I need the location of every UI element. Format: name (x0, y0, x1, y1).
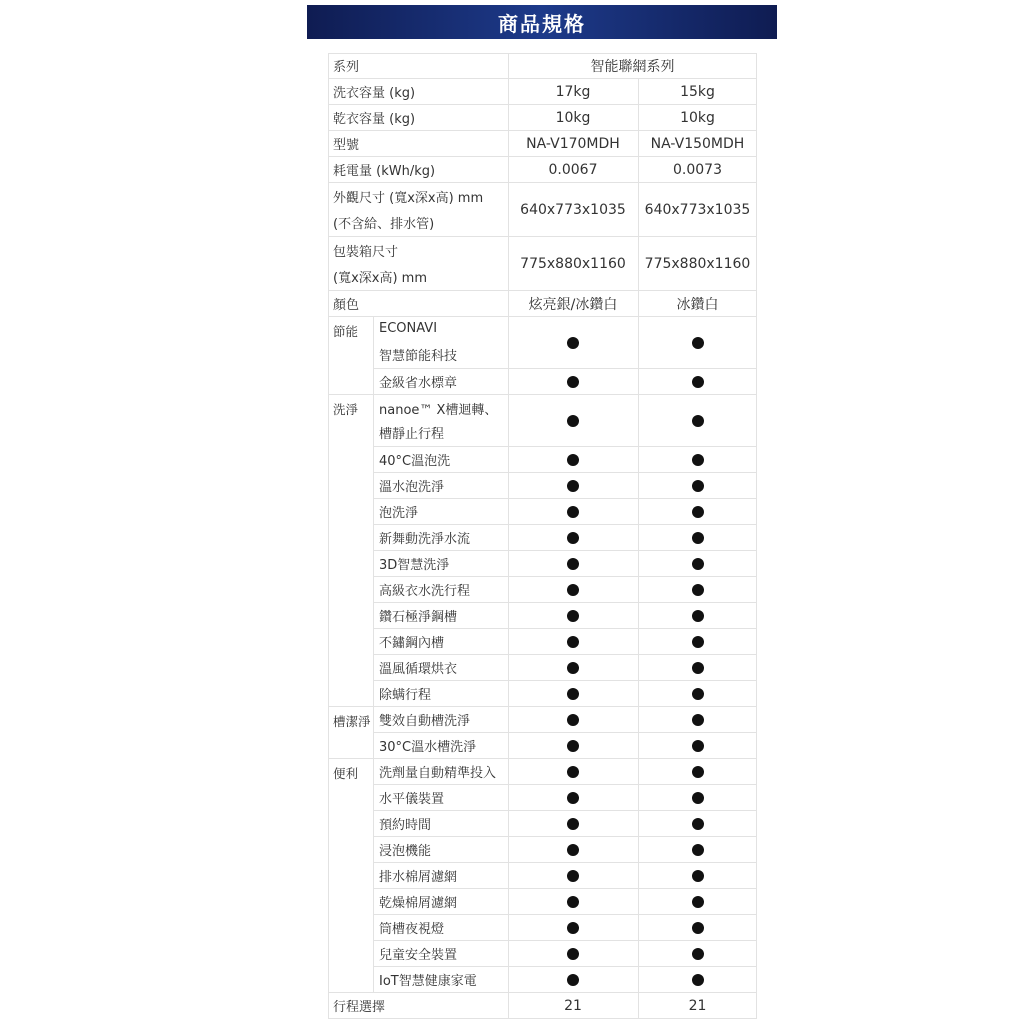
feature-label: 浸泡機能 (379, 844, 432, 859)
spec-value-model-1: NA-V170MDH (526, 135, 620, 152)
programs-label: 行程選擇 (333, 1000, 386, 1015)
feature-row (328, 837, 757, 863)
feature-label: 洗劑量自動精準投入 (379, 766, 497, 781)
feature-row (328, 551, 757, 577)
feature-model-1-mark (508, 577, 638, 602)
feature-label (373, 317, 508, 368)
filled-dot-icon (692, 766, 704, 778)
table-left-border (328, 53, 329, 1019)
filled-dot-icon (567, 896, 579, 908)
feature-model-2-mark (638, 915, 757, 940)
feature-label (373, 395, 508, 446)
spec-value-model-2: 775x880x1160 (644, 255, 751, 272)
feature-model-2-mark (638, 577, 757, 602)
filled-dot-icon (692, 792, 704, 804)
filled-dot-icon (692, 948, 704, 960)
filled-dot-icon (567, 454, 579, 466)
feature-model-1-mark (508, 863, 638, 888)
spec-label: 耗電量 (kWh/kg) (333, 164, 436, 179)
feature-model-1-mark (508, 525, 638, 550)
feature-model-2-mark (638, 317, 757, 368)
spec-value-model-2: 冰鑽白 (676, 296, 719, 313)
feature-model-1-mark (508, 941, 638, 966)
programs-value-model-1: 21 (564, 997, 582, 1014)
feature-row (328, 811, 757, 837)
feature-category: 便利 (333, 766, 359, 781)
feature-model-2-mark (638, 707, 757, 732)
feature-label-line1: ECONAVI (379, 321, 438, 336)
filled-dot-icon (692, 415, 704, 427)
filled-dot-icon (567, 506, 579, 518)
feature-model-1-mark (508, 629, 638, 654)
spec-row (328, 291, 757, 317)
spec-value-model-1: 0.0067 (548, 161, 598, 178)
feature-label-line2: 槽靜止行程 (379, 427, 445, 442)
spec-value-model-2: 15kg (680, 83, 715, 100)
feature-row (328, 967, 757, 993)
filled-dot-icon (567, 818, 579, 830)
filled-dot-icon (692, 922, 704, 934)
feature-row (328, 603, 757, 629)
programs-row (328, 993, 757, 1019)
series-row (328, 53, 757, 79)
feature-label: 除螨行程 (379, 688, 432, 703)
feature-model-2-mark (638, 941, 757, 966)
filled-dot-icon (692, 844, 704, 856)
feature-label: 雙效自動槽洗淨 (379, 714, 471, 729)
feature-model-2-mark (638, 759, 757, 784)
feature-model-2-mark (638, 837, 757, 862)
feature-row (328, 447, 757, 473)
feature-label: 30°C溫水槽洗淨 (379, 740, 477, 755)
feature-label: IoT智慧健康家電 (379, 974, 477, 989)
feature-label: 新舞動洗淨水流 (379, 532, 471, 547)
feature-row (328, 941, 757, 967)
spec-value-model-2: 0.0073 (673, 161, 722, 178)
feature-model-2-mark (638, 499, 757, 524)
spec-value-model-2: 10kg (680, 109, 715, 126)
feature-model-2-mark (638, 733, 757, 758)
filled-dot-icon (567, 688, 579, 700)
filled-dot-icon (692, 818, 704, 830)
filled-dot-icon (567, 584, 579, 596)
spec-value-model-2: NA-V150MDH (650, 135, 745, 152)
page-title: 商品規格 (498, 11, 586, 36)
spec-value-model-1: 炫亮銀/冰鑽白 (528, 296, 618, 313)
feature-model-1-mark (508, 473, 638, 498)
spec-label-line2: (寬x深x高) mm (333, 271, 427, 286)
spec-label (328, 237, 508, 290)
spec-row (328, 105, 757, 131)
feature-model-1-mark (508, 733, 638, 758)
spec-row (328, 79, 757, 105)
filled-dot-icon (567, 766, 579, 778)
feature-model-1-mark (508, 447, 638, 472)
filled-dot-icon (567, 610, 579, 622)
feature-label: 金級省水標章 (379, 376, 458, 391)
feature-label: 預約時間 (379, 818, 432, 833)
feature-model-2-mark (638, 629, 757, 654)
spec-value-model-1: 10kg (555, 109, 591, 126)
filled-dot-icon (692, 740, 704, 752)
filled-dot-icon (567, 480, 579, 492)
feature-model-1-mark (508, 707, 638, 732)
filled-dot-icon (692, 584, 704, 596)
feature-model-2-mark (638, 681, 757, 706)
filled-dot-icon (567, 532, 579, 544)
feature-model-2-mark (638, 785, 757, 810)
feature-row (328, 681, 757, 707)
feature-model-1-mark (508, 317, 638, 368)
feature-label: 高級衣水洗行程 (379, 584, 471, 599)
feature-model-1-mark (508, 837, 638, 862)
feature-model-1-mark (508, 811, 638, 836)
filled-dot-icon (567, 870, 579, 882)
feature-row (328, 889, 757, 915)
feature-category: 槽潔淨 (333, 714, 371, 729)
spec-row (328, 131, 757, 157)
filled-dot-icon (692, 558, 704, 570)
feature-label: 乾燥棉屑濾網 (379, 896, 458, 911)
filled-dot-icon (567, 922, 579, 934)
filled-dot-icon (567, 844, 579, 856)
feature-row (328, 499, 757, 525)
filled-dot-icon (692, 337, 704, 349)
feature-row (328, 629, 757, 655)
filled-dot-icon (692, 376, 704, 388)
filled-dot-icon (692, 870, 704, 882)
filled-dot-icon (567, 636, 579, 648)
feature-model-1-mark (508, 967, 638, 992)
feature-model-1-mark (508, 915, 638, 940)
feature-label: 溫風循環烘衣 (379, 662, 458, 677)
filled-dot-icon (567, 337, 579, 349)
spec-value-model-1: 17kg (555, 83, 591, 100)
feature-label: 不鏽鋼內槽 (379, 636, 445, 651)
filled-dot-icon (567, 662, 579, 674)
series-label: 系列 (333, 60, 360, 75)
table-label-divider (508, 53, 509, 1019)
feature-label: 泡洗淨 (379, 506, 419, 521)
spec-value-model-2: 640x773x1035 (644, 201, 751, 218)
feature-label: 溫水泡洗淨 (379, 480, 445, 495)
table-category-divider (373, 317, 374, 993)
feature-row (328, 915, 757, 941)
feature-category: 洗淨 (333, 402, 359, 417)
feature-model-2-mark (638, 889, 757, 914)
spec-label: 乾衣容量 (kg) (333, 112, 416, 127)
feature-category: 節能 (333, 324, 359, 339)
filled-dot-icon (567, 792, 579, 804)
feature-row (328, 733, 757, 759)
spec-row (328, 157, 757, 183)
feature-label: 兒童安全裝置 (379, 948, 458, 963)
feature-model-1-mark (508, 785, 638, 810)
filled-dot-icon (692, 506, 704, 518)
page-title-banner (307, 5, 777, 39)
feature-model-2-mark (638, 603, 757, 628)
spec-label: 型號 (333, 138, 360, 153)
feature-row (328, 707, 757, 733)
filled-dot-icon (692, 714, 704, 726)
feature-label: 水平儀裝置 (379, 792, 445, 807)
filled-dot-icon (567, 376, 579, 388)
filled-dot-icon (692, 636, 704, 648)
feature-row (328, 785, 757, 811)
feature-row (328, 577, 757, 603)
feature-row (328, 863, 757, 889)
spec-table (328, 53, 757, 1023)
table-right-border (756, 53, 757, 1019)
feature-label-line1: nanoe™ X槽迴轉、 (379, 403, 498, 418)
feature-label: 40°C溫泡洗 (379, 454, 451, 469)
feature-model-1-mark (508, 551, 638, 576)
spec-row (328, 237, 757, 291)
feature-row (328, 369, 757, 395)
feature-model-2-mark (638, 369, 757, 394)
feature-row (328, 525, 757, 551)
spec-label: 洗衣容量 (kg) (333, 86, 416, 101)
feature-model-1-mark (508, 889, 638, 914)
spec-value-model-1: 640x773x1035 (520, 201, 626, 218)
spec-value-model-1: 775x880x1160 (520, 255, 626, 272)
feature-model-1-mark (508, 395, 638, 446)
feature-model-2-mark (638, 525, 757, 550)
feature-model-2-mark (638, 811, 757, 836)
feature-label: 3D智慧洗淨 (379, 558, 450, 573)
filled-dot-icon (692, 662, 704, 674)
spec-label (328, 183, 508, 236)
feature-model-2-mark (638, 395, 757, 446)
feature-model-1-mark (508, 681, 638, 706)
feature-model-1-mark (508, 603, 638, 628)
filled-dot-icon (567, 714, 579, 726)
programs-value-model-2: 21 (688, 997, 707, 1014)
filled-dot-icon (567, 740, 579, 752)
filled-dot-icon (692, 532, 704, 544)
feature-model-2-mark (638, 967, 757, 992)
spec-label-line1: 外觀尺寸 (寬x深x高) mm (333, 191, 484, 206)
feature-model-2-mark (638, 655, 757, 680)
filled-dot-icon (567, 974, 579, 986)
filled-dot-icon (567, 415, 579, 427)
filled-dot-icon (567, 558, 579, 570)
feature-model-1-mark (508, 499, 638, 524)
filled-dot-icon (692, 454, 704, 466)
feature-row (328, 473, 757, 499)
feature-model-2-mark (638, 551, 757, 576)
spec-label: 顏色 (333, 298, 360, 313)
feature-row (328, 759, 757, 785)
feature-model-1-mark (508, 655, 638, 680)
filled-dot-icon (692, 896, 704, 908)
table-model-divider (638, 79, 639, 1019)
spec-label-line1: 包裝箱尺寸 (333, 245, 399, 260)
filled-dot-icon (692, 974, 704, 986)
feature-model-2-mark (638, 473, 757, 498)
spec-label-line2: (不含給、排水管) (333, 217, 435, 232)
feature-row (328, 655, 757, 681)
feature-model-1-mark (508, 369, 638, 394)
series-value: 智能聯網系列 (590, 58, 675, 75)
feature-row (328, 317, 757, 369)
filled-dot-icon (692, 480, 704, 492)
feature-label: 鑽石極淨鋼槽 (379, 610, 458, 625)
feature-row (328, 395, 757, 447)
feature-model-2-mark (638, 447, 757, 472)
feature-label: 排水棉屑濾網 (379, 870, 458, 885)
filled-dot-icon (692, 610, 704, 622)
feature-label: 筒槽夜視燈 (379, 922, 445, 937)
filled-dot-icon (567, 948, 579, 960)
feature-model-2-mark (638, 863, 757, 888)
feature-label-line2: 智慧節能科技 (379, 349, 458, 364)
feature-model-1-mark (508, 759, 638, 784)
filled-dot-icon (692, 688, 704, 700)
spec-row (328, 183, 757, 237)
